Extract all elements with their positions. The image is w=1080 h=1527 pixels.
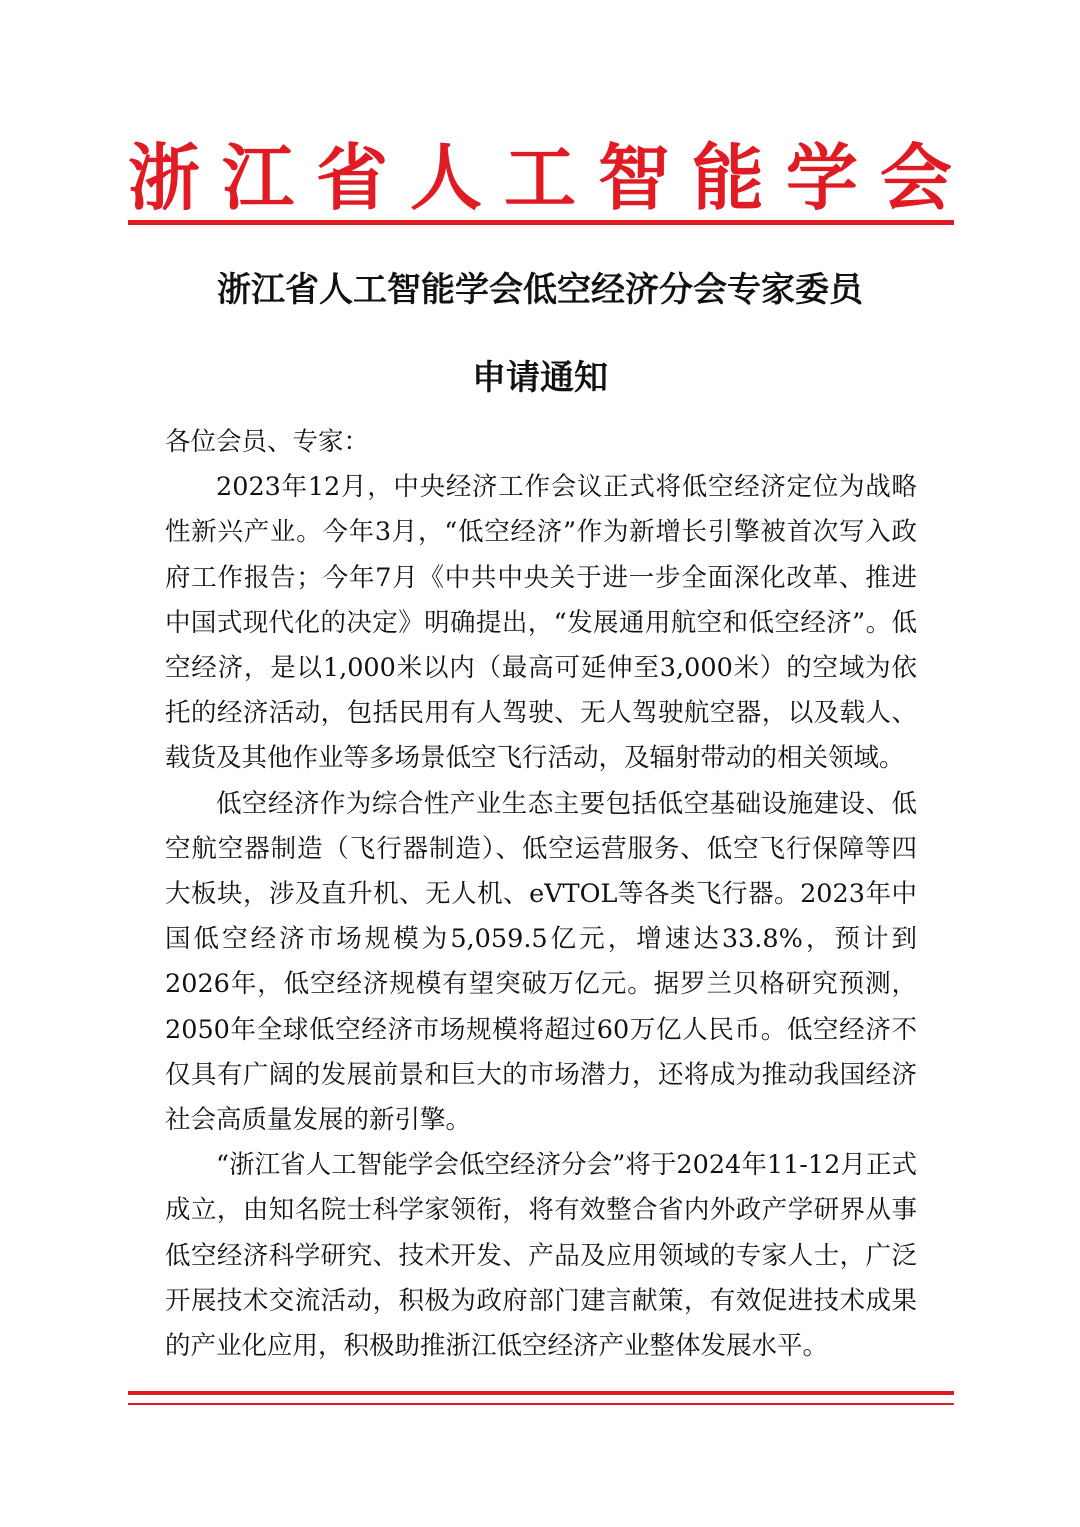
masthead-char: 学	[785, 135, 858, 220]
masthead-char: 人	[409, 135, 482, 220]
document-title-line-2: 申请通知	[472, 358, 608, 398]
masthead-char: 浙	[128, 135, 201, 220]
masthead-char: 省	[315, 135, 388, 220]
footer-divider-thin	[128, 1403, 954, 1405]
greeting: 各位会员、专家：	[165, 427, 370, 457]
masthead-char: 江	[221, 135, 294, 220]
document-body	[165, 420, 917, 1369]
body-paragraph-2: 低空经济作为综合性产业生态主要包括低空基础设施建设、低空航空器制造（飞行器制造）、低空运营服务、低空飞行保障等四大板块，涉及直升机、无人机、eVTOL等各类飞行器。2023年中国低空经济市场规模为5,059.5亿元，增速达33.8%，预计到2026年，低空经济规模有望突破万亿元。据罗兰贝格研究预测，2050年全球低空经济市场规模将超过60万亿人民币。低空经济不仅具有广阔的发展前景和巨大的市场潜力，还将成为推动我国经济社会高质量发展的新引擎。	[165, 788, 917, 1136]
org-masthead	[128, 130, 952, 225]
masthead-char: 智	[597, 135, 670, 220]
header-divider	[128, 220, 954, 225]
body-paragraph-1: 2023年12月，中央经济工作会议正式将低空经济定位为战略性新兴产业。今年3月，“低空经济”作为新增长引擎被首次写入政府工作报告；今年7月《中共中央关于进一步全面深化改革、推进中国式现代化的决定》明确提出，“发展通用航空和低空经济”。低空经济，是以1,000米以内（最高可延伸至3,000米）的空域为依托的经济活动，包括民用有人驾驶、无人驾驶航空器，以及载人、载货及其他作业等多场景低空飞行活动，及辐射带动的相关领域。	[165, 472, 917, 774]
footer-divider-thick	[128, 1391, 954, 1395]
body-paragraph-3: “浙江省人工智能学会低空经济分会”将于2024年11-12月正式成立，由知名院士科学家领衔，将有效整合省内外政产学研界从事低空经济科学研究、技术开发、产品及应用领域的专家人士，广泛开展技术交流活动，积极为政府部门建言献策，有效促进技术成果的产业化应用，积极助推浙江低空经济产业整体发展水平。	[165, 1150, 917, 1362]
document-title-line-1: 浙江省人工智能学会低空经济分会专家委员	[217, 270, 863, 310]
masthead-char: 工	[503, 135, 576, 220]
masthead-char: 会	[879, 135, 952, 220]
masthead-char: 能	[691, 135, 764, 220]
